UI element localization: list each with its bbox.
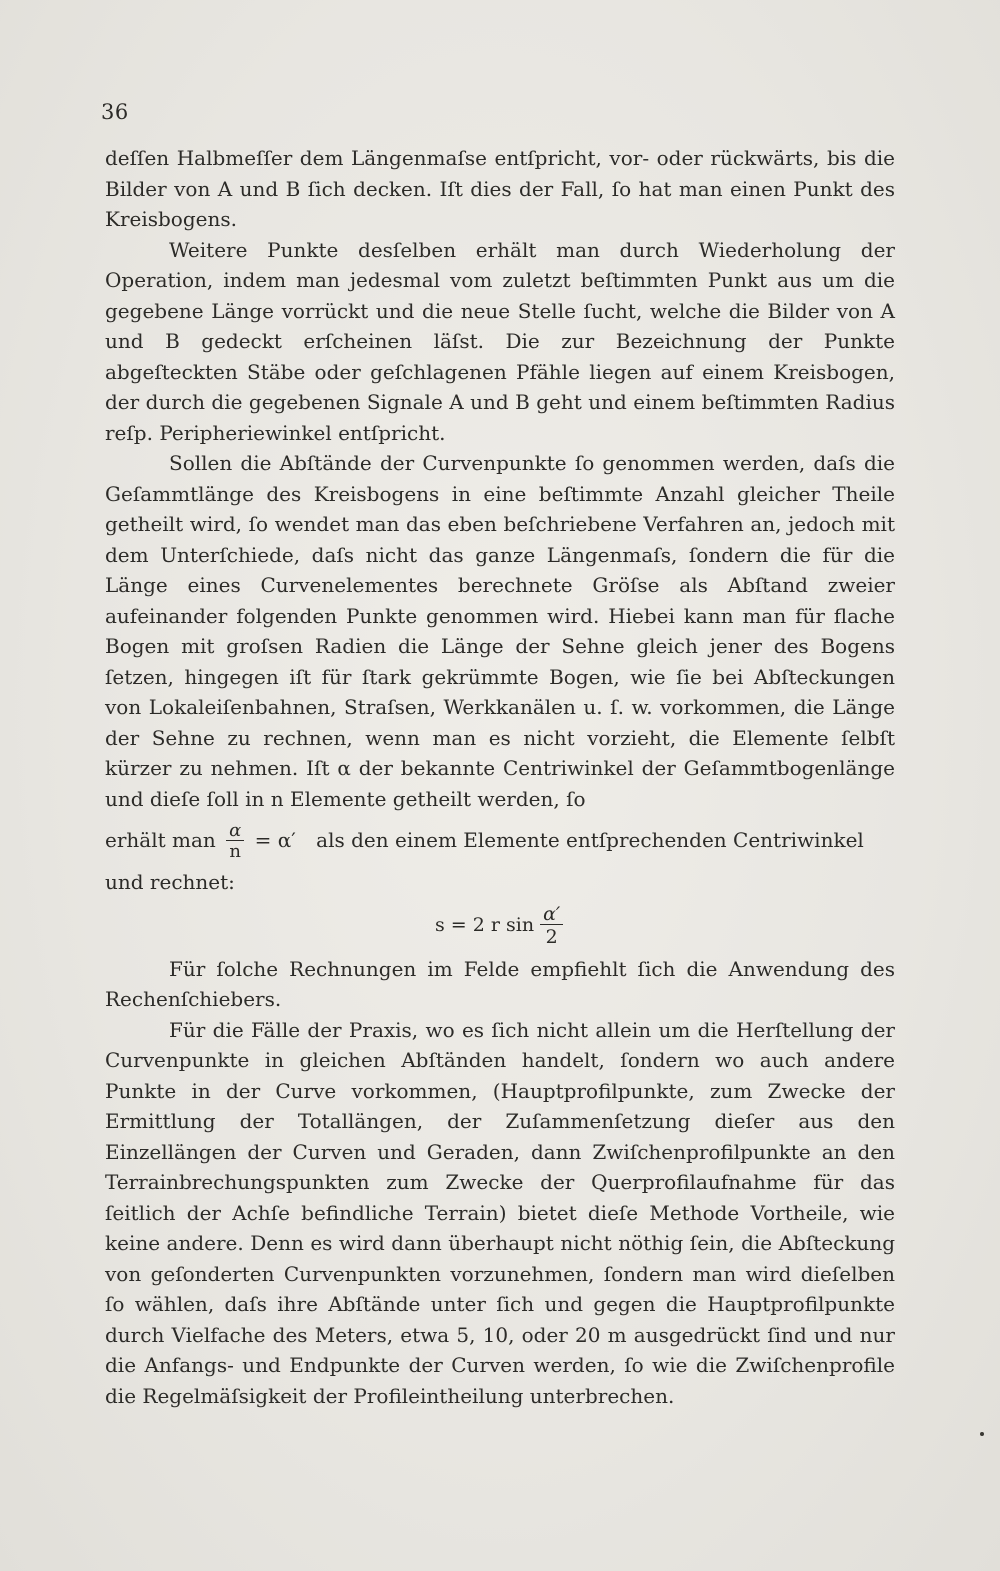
paragraph: Sollen die Abſtände der Curvenpunkte ſo genommen werden, daſs die Geſammtlänge des Kreisbogens in eine beſtimmte Anzahl gleicher Theile getheilt wird, ſo wendet man das eben beſchriebene Verfahren an, jedoch mit dem Unterſchiede, daſs nicht das ganze Längenmaſs, ſondern die für die Länge eines Curvenelementes berechnete Gröſse als Abſtand zweier aufeinander folgenden Punkte genommen wird. Hiebei kann man für flache Bogen mit groſsen Radien die Länge der Sehne gleich jener des Bogens ſetzen, hingegen iſt für ſtark gekrümmte Bogen, wie ſie bei Abſteckungen von Lokaleiſenbahnen, Straſsen, Werkkanälen u. ſ. w. vorkommen, die Länge der Sehne zu rechnen, wenn man es nicht vorzieht, die Elemente ſelbſt kürzer zu nehmen. Iſt α der bekannte Centriwinkel der Geſammtbogenlänge und dieſe ſoll in n Elemente getheilt werden, ſo [105, 451, 895, 811]
fraction-numerator: α′ [540, 904, 563, 925]
display-formula-line [105, 898, 895, 954]
inline-formula-rhs: = α′ [254, 828, 296, 852]
fraction-numerator: α [226, 822, 244, 841]
paragraph: Weitere Punkte desſelben erhält man durch Wiederholung der Operation, indem man jedesmal vom zuletzt beſtimmten Punkt aus um die gegebene Länge vorrückt und die neue Stelle ſucht, welche die Bilder von A und B gedeckt erſcheinen läſst. Die zur Bezeichnung der Punkte abgeſteckten Stäbe oder geſchlagenen Pfähle liegen auf einem Kreisbogen, der durch die gegebenen Signale A und B geht und einem beſtimmten Radius reſp. Peripheriewinkel entſpricht. [105, 237, 895, 445]
paragraph: Für ſolche Rechnungen im Felde empfiehlt ſich die Anwendung des Rechenſchiebers. [105, 956, 895, 1011]
inline-formula-before: erhält man [105, 828, 216, 852]
paragraph: Für die Fälle der Praxis, wo es ſich nicht allein um die Herſtellung der Curvenpunkte in gleichen Abſtänden handelt, ſondern wo auch andere Punkte in der Curve vorkommen, (Hauptprofilpunkte, zum Zwecke der Ermittlung der Totallängen, der Zuſammenſetzung dieſer aus den Einzellängen der Curven und Geraden, dann Zwiſchenprofilpunkte an den Terrainbrechungspunkten zum Zwecke der Querprofilaufnahme für das ſeitlich der Achſe befindliche Terrain) bietet dieſe Methode Vortheile, wie keine andere. Denn es wird dann überhaupt nicht nöthig ſein, die Abſteckung von geſonderten Curvenpunkten vorzunehmen, ſondern man wird dieſelben ſo wählen, daſs ihre Abſtände unter ſich und gegen die Hauptprofilpunkte durch Vielfache des Meters, etwa 5, 10, oder 20 m ausgedrückt ſind und nur die Anfangs- und Endpunkte der Curven werden, ſo wie die Zwiſchenprofile die Regelmäſsigkeit der Profileintheilung unterbrechen. [105, 1017, 895, 1408]
lead-in: und rechnet: [105, 870, 235, 894]
paragraph: deſſen Halbmeſſer dem Längenmaſse entſpricht, vor- oder rückwärts, bis die Bilder von A und B ſich decken. Iſt dies der Fall, ſo hat man einen Punkt des Kreisbogens. [105, 146, 895, 231]
inline-fraction [226, 822, 244, 861]
formula-fraction [540, 904, 563, 947]
inline-formula-after: als den einem Elemente entſprechenden Centriwinkel [316, 828, 864, 852]
display-formula [435, 904, 563, 947]
fraction-denominator: n [229, 841, 241, 862]
fraction-denominator: 2 [545, 925, 558, 948]
formula-lhs: s = 2 r sin [435, 913, 535, 936]
body-text [105, 143, 895, 1411]
page-number: 36 [101, 100, 129, 124]
paper-speck [980, 1432, 984, 1436]
inline-formula-line [105, 822, 895, 861]
